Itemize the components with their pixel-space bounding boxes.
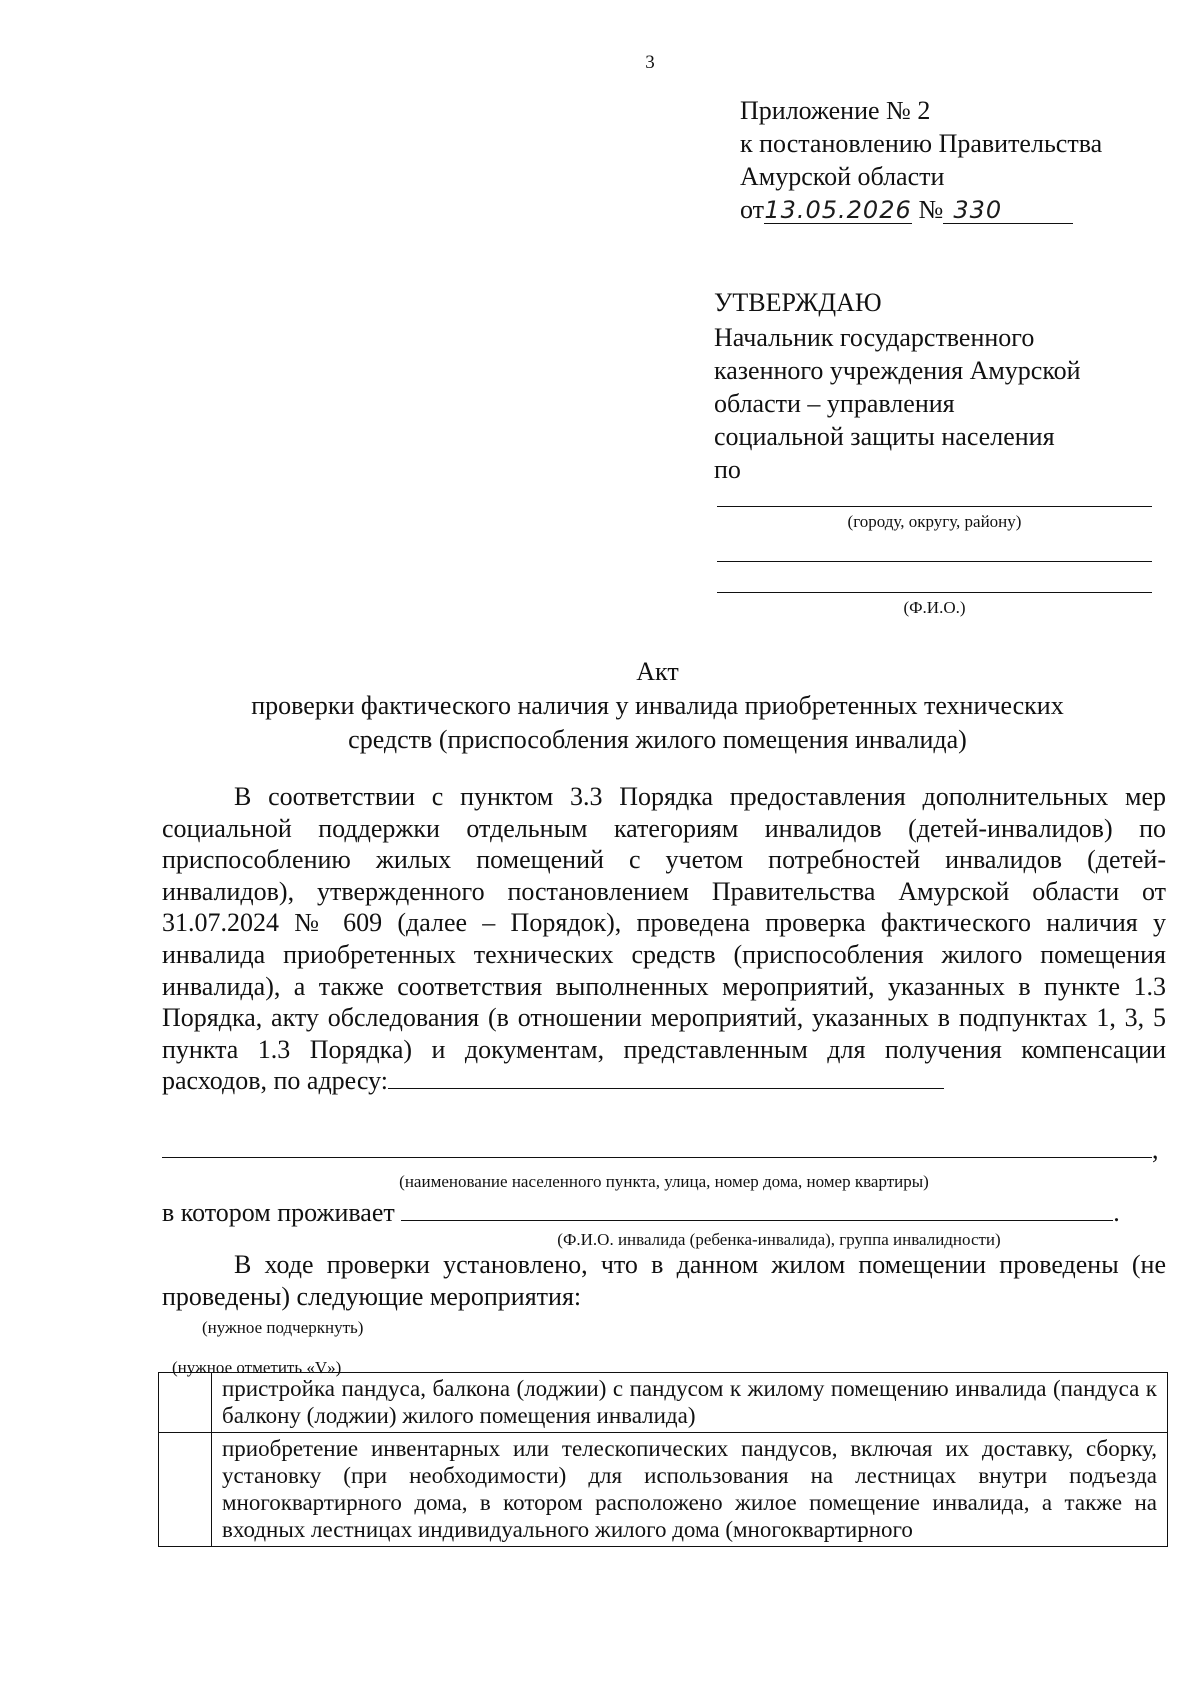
checkbox-cell[interactable] [159,1373,212,1433]
address-fill-line [388,1066,944,1089]
appendix-resolution-ref: к постановлению Правительства [740,129,1103,158]
approval-block [714,286,1154,486]
district-caption: (городу, округу, району) [847,512,1022,531]
handwritten-date: 13.05.2026 [764,196,912,224]
measure-text: пристройка пандуса, балкона (лоджии) с пандусом к жилому помещению инвалида (пандуса к балкону (лоджии) жилого помещения инвалида) [212,1373,1168,1433]
date-prefix: от [740,195,765,224]
table-row [159,1373,1168,1433]
fio-caption: (Ф.И.О.) [903,598,966,617]
resides-period: . [1113,1198,1120,1227]
official-fill-line-2 [717,592,1152,593]
inspection-text: В ходе проверки установлено, что в данном жилом помещении проведены (не проведены) следующие мероприятия: [162,1250,1166,1311]
approval-title: УТВЕРЖДАЮ [714,288,882,317]
underline-note: (нужное подчеркнуть) [202,1318,364,1337]
body-paragraph-text: В соответствии с пунктом 3.3 Порядка предоставления дополнительных мер социальной поддержки отдельным категориям инвалидов (детей-инвалидов) по приспособлению жилых помещений с учетом потребностей инвалидов (детей-инвалидов), утвержденного постановлением Правительства Амурской области от 31.07.2024 № 609 (далее – Порядок), проведена проверка фактического наличия у инвалида приобретенных технических средств (приспособления жилого помещения инвалида), а также соответствия выполненных мероприятий, указанных в пункте 1.3 Порядка, акту обследования (в отношении мероприятий, указанных в подпунктах 1, 3, 5 пункта 1.3 Порядка) и документам, представленным для получения компенсации расходов, по адресу: [162,782,1166,1096]
act-title: Акт [636,657,679,686]
measure-text: приобретение инвентарных или телескопических пандусов, включая их доставку, сборку, установку (при необходимости) для использования на лестницах внутри подъезда многоквартирного дома, в котором расположено жилое помещение инвалида, а также на входных лестницах индивидуального жилого дома (многоквартирного [212,1433,1168,1547]
inspection-paragraph [162,1249,1166,1313]
table-row [159,1433,1168,1547]
appendix-date-number [740,193,1160,226]
approval-line: по [714,455,741,484]
district-fill-line [717,506,1152,507]
address-line-2 [162,1131,1159,1165]
act-heading [0,655,1200,757]
appendix-title: Приложение № 2 [740,96,931,125]
approval-line: казенного учреждения Амурской [714,356,1081,385]
official-fill-line-1 [717,561,1152,562]
number-sign: № [918,195,944,224]
resides-caption: (Ф.И.О. инвалида (ребенка-инвалида), группа инвалидности) [557,1230,1001,1249]
address-fill-line-2 [162,1131,1152,1158]
checkbox-cell[interactable] [159,1433,212,1547]
handwritten-number: 330 [953,196,1003,224]
appendix-block [740,94,1160,226]
address-caption: (наименование населенного пункта, улица, номер дома, номер квартиры) [399,1172,929,1191]
act-subtitle-1: проверки фактического наличия у инвалида приобретенных технических [251,691,1064,720]
approval-line: социальной защиты населения [714,422,1055,451]
appendix-region: Амурской области [740,162,945,191]
approval-line: Начальник государственного [714,323,1035,352]
act-subtitle-2: средств (приспособления жилого помещения инвалида) [348,725,967,754]
address-comma: , [1152,1135,1159,1164]
measures-table [158,1372,1168,1547]
approval-line: области – управления [714,389,955,418]
resides-line [162,1198,1120,1228]
body-paragraph [162,781,1166,1097]
page-number: 3 [645,52,655,73]
resides-label: в котором проживает [162,1198,395,1227]
mark-note: (нужное отметить «V») [172,1358,342,1377]
resides-fill-line [401,1198,1113,1221]
